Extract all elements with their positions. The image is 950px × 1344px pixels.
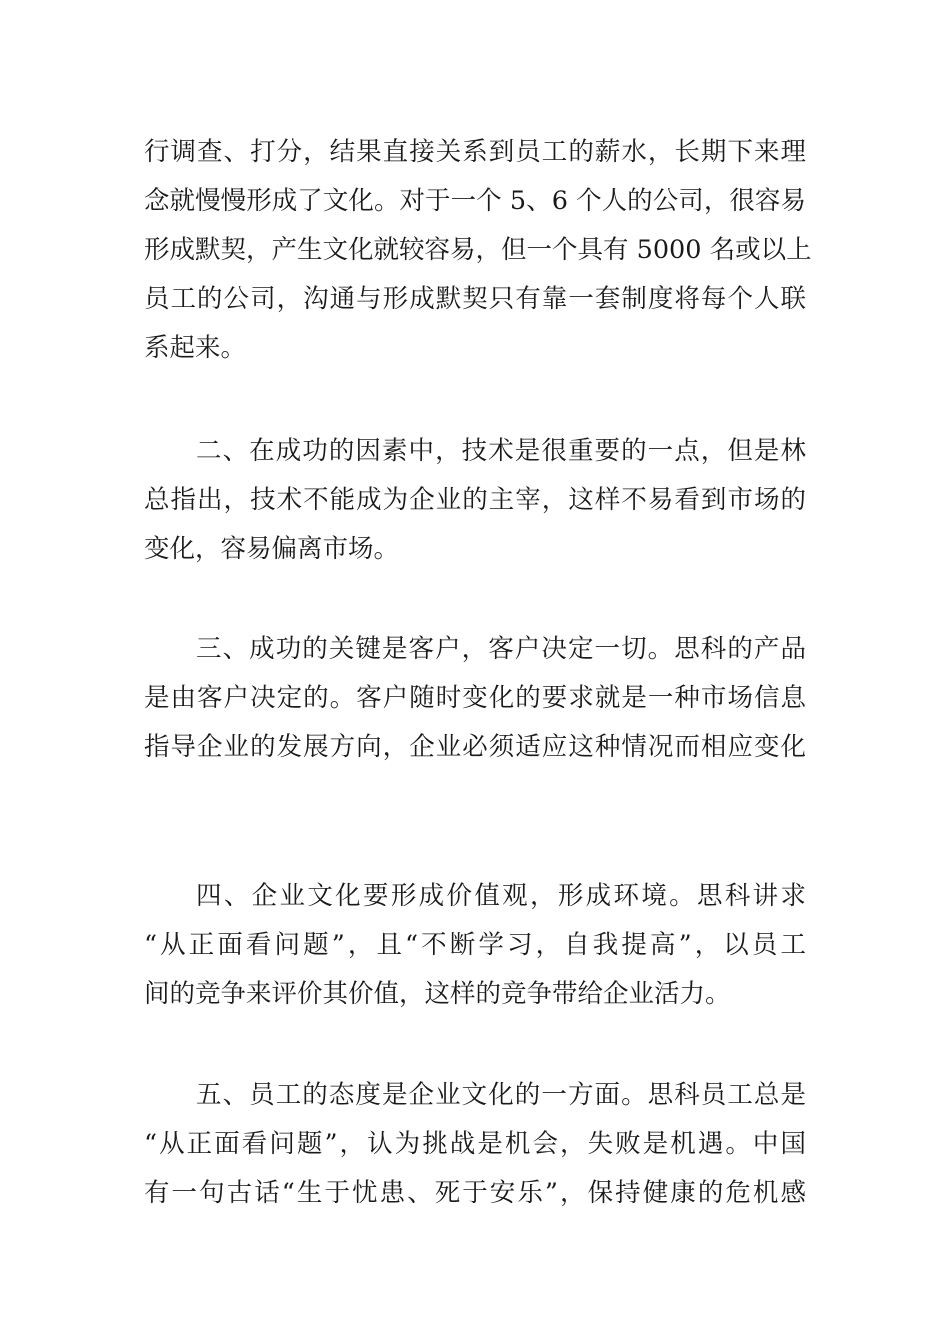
paragraph-continuation bbox=[144, 128, 812, 373]
text-line: 形成默契，产生文化就较容易，但一个具有 5000 名或以上 bbox=[144, 235, 812, 265]
text-line: 是由客户决定的。客户随时变化的要求就是一种市场信息 bbox=[144, 683, 806, 713]
paragraph-point-five bbox=[144, 1071, 806, 1218]
text-line: 五、员工的态度是企业文化的一方面。思科员工总是 bbox=[196, 1080, 806, 1110]
text-line: 念就慢慢形成了文化。对于一个 5、6 个人的公司，很容易 bbox=[144, 186, 806, 216]
text-line: 四、企业文化要形成价值观，形成环境。思科讲求 bbox=[196, 881, 806, 911]
text-line: “从正面看问题”，认为挑战是机会，失败是机遇。中国 bbox=[144, 1129, 806, 1159]
text-line: 指导企业的发展方向，企业必须适应这种情况而相应变化 bbox=[144, 732, 806, 762]
text-line: 有一句古话“生于忧患、死于安乐”，保持健康的危机感 bbox=[144, 1178, 806, 1208]
text-line: 行调查、打分，结果直接关系到员工的薪水，长期下来理 bbox=[144, 137, 806, 167]
paragraph-point-two bbox=[144, 427, 806, 574]
text-line: 间的竞争来评价其价值，这样的竞争带给企业活力。 bbox=[144, 979, 731, 1009]
paragraph-point-four bbox=[144, 872, 806, 1019]
text-line: 员工的公司，沟通与形成默契只有靠一套制度将每个人联 bbox=[144, 284, 806, 314]
text-line: 系起来。 bbox=[144, 333, 247, 363]
text-line: 三、成功的关键是客户，客户决定一切。思科的产品 bbox=[196, 634, 806, 664]
text-line: “从正面看问题”，且“不断学习，自我提高”，以员工 bbox=[144, 930, 806, 960]
text-line: 总指出，技术不能成为企业的主宰，这样不易看到市场的 bbox=[144, 485, 806, 515]
paragraph-point-three bbox=[144, 625, 806, 772]
text-line: 二、在成功的因素中，技术是很重要的一点，但是林 bbox=[196, 436, 806, 466]
text-line: 变化，容易偏离市场。 bbox=[144, 534, 400, 564]
